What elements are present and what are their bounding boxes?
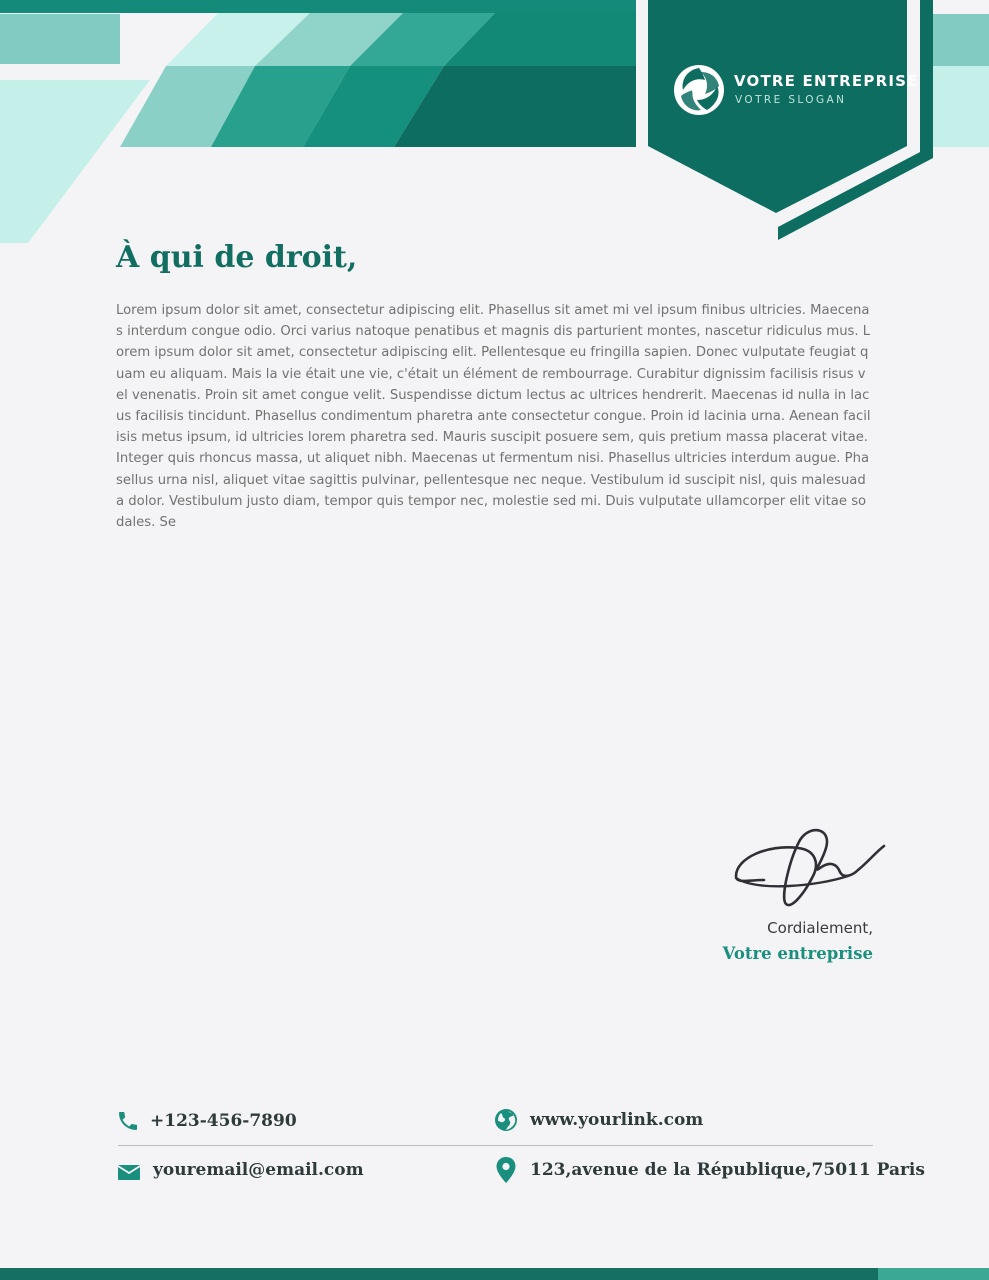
company-slogan: VOTRE SLOGAN	[735, 94, 847, 106]
contact-website	[494, 1108, 703, 1132]
closing-text: Cordialement,	[767, 919, 873, 937]
company-name: VOTRE ENTREPRISE	[734, 72, 919, 90]
phone-icon	[116, 1109, 140, 1133]
swirl-logo-icon	[673, 64, 725, 116]
footer-bar-accent	[878, 1268, 989, 1280]
company-brand	[673, 64, 919, 116]
envelope-icon	[118, 1163, 140, 1181]
globe-icon	[494, 1108, 518, 1132]
letter-body: Lorem ipsum dolor sit amet, consectetur adipiscing elit. Phasellus sit amet mi vel ipsum finibus ultricies. Maecenas interdum congue odio. Orci varius natoque penatibus et magnis dis parturient montes, nascetur ridiculus mus. Lorem ipsum dolor sit amet, consectetur adipiscing elit. Pellentesque eu fringilla sapien. Donec vulputate feugiat quam eu aliquam. Mais la vie était une vie, c'était un élément de rembourrage. Curabitur dignissim facilisis risus vel venenatis. Proin sit amet congue velit. Suspendisse dictum lectus ac ultrices hendrerit. Maecenas id nulla in lacus facilisis tincidunt. Phasellus condimentum pharetra ante consectetur congue. Proin id lacinia urna. Aenean facilisis metus ipsum, id ultricies lorem pharetra sed. Mauris suscipit posuere sem, quis pretium massa placerat vitae. Integer quis rhoncus massa, ut aliquet nibh. Maecenas ut fermentum nisi. Phasellus ultricies interdum augue. Phasellus urna nisl, aliquet vitae sagittis pulvinar, pellentesque nec neque. Vestibulum id suscipit nisl, quis malesuada dolor. Vestibulum justo diam, tempor quis tempor nec, molestie sed mi. Duis vulputate ullamcorper elit vitae sodales. Se	[116, 303, 871, 531]
email-address[interactable]: youremail@email.com	[153, 1160, 364, 1180]
signature-icon	[728, 818, 888, 918]
website-link[interactable]: www.yourlink.com	[530, 1110, 704, 1130]
footer-bar	[0, 1268, 989, 1280]
contact-email	[118, 1159, 364, 1181]
signed-by: Votre entreprise	[722, 944, 873, 963]
contact-divider	[118, 1145, 873, 1146]
contact-phone	[116, 1109, 297, 1133]
header-decoration	[0, 0, 989, 245]
postal-address: 123,avenue de la République,75011 Paris	[530, 1160, 925, 1180]
phone-number: +123-456-7890	[150, 1111, 297, 1131]
contact-address	[495, 1156, 925, 1184]
location-pin-icon	[495, 1156, 517, 1184]
letter-greeting: À qui de droit,	[116, 240, 358, 275]
